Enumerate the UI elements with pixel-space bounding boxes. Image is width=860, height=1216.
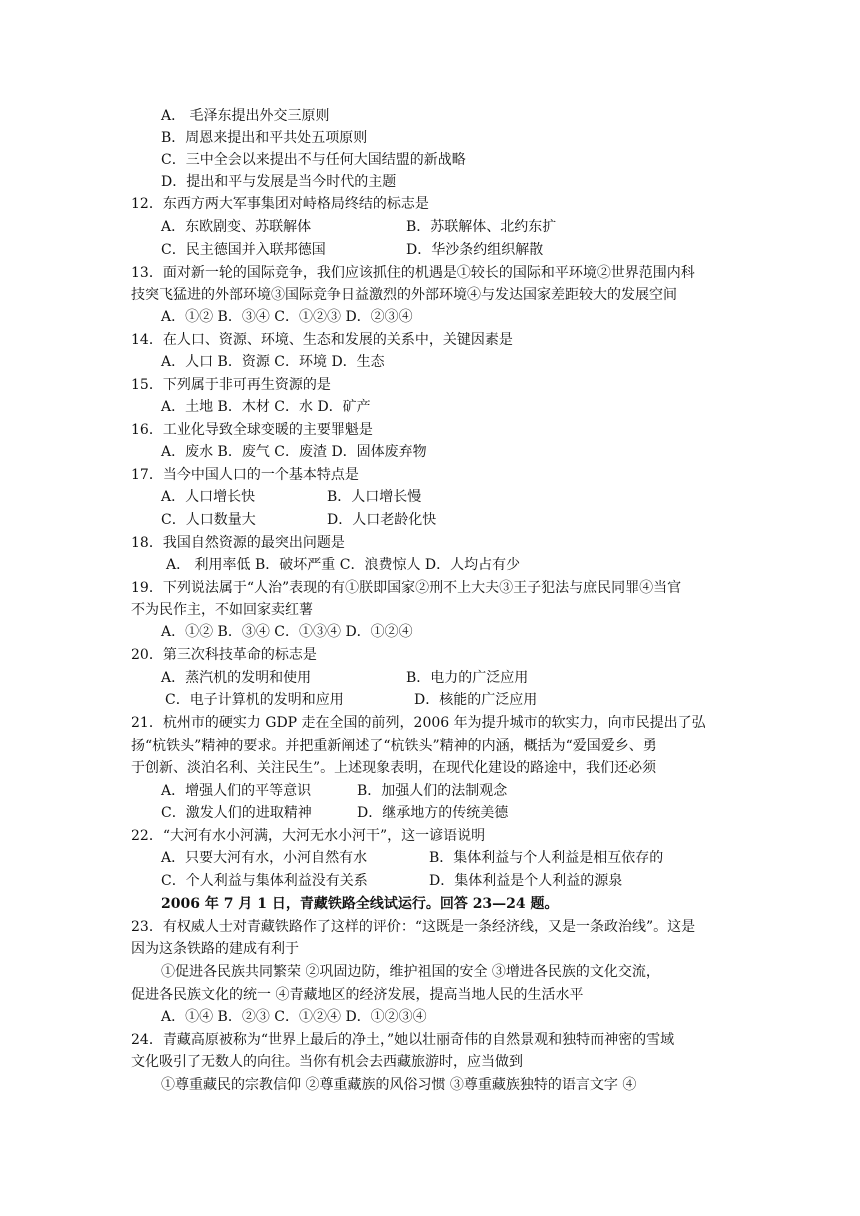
options-19: A．①② B．③④ C．①③④ D．①②④ [161,624,413,640]
option-22a: A．只要大河有水，小河自然有水 [161,850,368,866]
question-24-line-2: 文化吸引了无数人的向往。当你有机会去西藏旅游时，应当做到 [131,1054,523,1070]
option-11c: C．三中全会以来提出不与任何大国结盟的新战略 [161,152,466,168]
option-12b: B．苏联解体、北约东扩 [406,219,557,235]
question-18: 18．我国自然资源的最突出问题是 [131,535,345,551]
option-12d: D．华沙条约组织解散 [406,242,544,258]
question-24-line-1: 24．青藏高原被称为“世界上最后的净土，”她以壮丽奇伟的自然景观和独特而神密的雪域 [131,1032,675,1048]
options-15: A．土地 B．木材 C．水 D．矿产 [161,399,371,415]
option-22b: B．集体利益与个人利益是相互依存的 [429,850,664,866]
question-13-line-2: 技突飞猛进的外部环境③国际竞争日益激烈的外部环境④与发达国家差距较大的发展空间 [131,287,677,303]
option-12c: C．民主德国并入联邦德国 [161,242,326,258]
option-17d: D．人口老龄化快 [327,512,437,528]
option-22d: D．集体利益是个人利益的源泉 [429,873,623,889]
option-20b: B．电力的广泛应用 [406,670,529,686]
question-14: 14．在人口、资源、环境、生态和发展的关系中，关键因素是 [131,332,513,348]
question-21-line-2: 扬“杭铁头”精神的要求。并把重新阐述了“杭铁头”精神的内涵，概括为“爱国爱乡、勇 [131,738,657,754]
option-20d: D．核能的广泛应用 [414,692,538,708]
question-23-line-1: 23．有权威人士对青藏铁路作了这样的评价：“这既是一条经济线，又是一条政治线”。这是 [131,919,696,935]
options-18: A． 利用率低 B．破坏严重 C．浪费惊人 D．人均占有少 [166,557,521,573]
options-16: A．废水 B．废气 C．废渣 D．固体废弃物 [161,444,427,460]
question-15: 15．下列属于非可再生资源的是 [131,377,331,393]
question-19-line-1: 19．下列说法属于“人治”表现的有①朕即国家②刑不上大夫③王子犯法与庶民同罪④当官 [131,580,682,596]
options-23: A．①④ B．②③ C．①②④ D．①②③④ [161,1009,427,1025]
option-17b: B．人口增长慢 [327,489,422,505]
statements-24-line-1: ①尊重藏民的宗教信仰 ②尊重藏族的风俗习惯 ③尊重藏族独特的语言文字 ④ [161,1077,637,1093]
question-17: 17．当今中国人口的一个基本特点是 [131,467,359,483]
question-20: 20．第三次科技革命的标志是 [131,647,317,663]
option-21b: B．加强人们的法制观念 [357,783,508,799]
option-12a: A．东欧剧变、苏联解体 [161,219,312,235]
option-11a: A． 毛泽东提出外交三原则 [161,108,330,124]
option-21d: D．继承地方的传统美德 [357,805,509,821]
option-20c: C．电子计算机的发明和应用 [165,692,344,708]
option-22c: C．个人利益与集体利益没有关系 [161,873,368,889]
passage-intro: 2006 年 7 月 1 日，青藏铁路全线试运行。回答 23—24 题。 [161,896,559,912]
question-23-line-2: 因为这条铁路的建成有利于 [131,941,299,957]
statements-23-line-2: 促进各民族文化的统一 ④青藏地区的经济发展，提高当地人民的生活水平 [131,987,584,1003]
statements-23-line-1: ①促进各民族共同繁荣 ②巩固边防，维护祖国的安全 ③增进各民族的文化交流， [161,964,660,980]
question-16: 16．工业化导致全球变暖的主要罪魁是 [131,422,373,438]
question-19-line-2: 不为民作主，不如回家卖红薯 [131,602,313,618]
option-21c: C．激发人们的进取精神 [161,805,312,821]
option-17a: A．人口增长快 [161,489,256,505]
question-21-line-1: 21．杭州市的硬实力 GDP 走在全国的前列，2006 年为提升城市的软实力，向市民提出了弘 [131,715,706,731]
option-20a: A．蒸汽机的发明和使用 [161,670,312,686]
option-11b: B．周恩来提出和平共处五项原则 [161,130,368,146]
question-12: 12．东西方两大军事集团对峙格局终结的标志是 [131,196,429,212]
options-13: A．①② B．③④ C．①②③ D．②③④ [161,309,413,325]
question-22: 22．“大河有水小河满，大河无水小河干”，这一谚语说明 [131,828,486,844]
option-21a: A．增强人们的平等意识 [161,783,312,799]
question-13-line-1: 13．面对新一轮的国际竞争，我们应该抓住的机遇是①较长的国际和平环境②世界范围内科 [131,265,695,281]
question-21-line-3: 于创新、淡泊名利、关注民生”。上述现象表明，在现代化建设的路途中，我们还必须 [131,760,657,776]
option-11d: D．提出和平与发展是当今时代的主题 [161,174,397,190]
option-17c: C．人口数量大 [161,512,256,528]
options-14: A．人口 B．资源 C．环境 D．生态 [161,354,385,370]
